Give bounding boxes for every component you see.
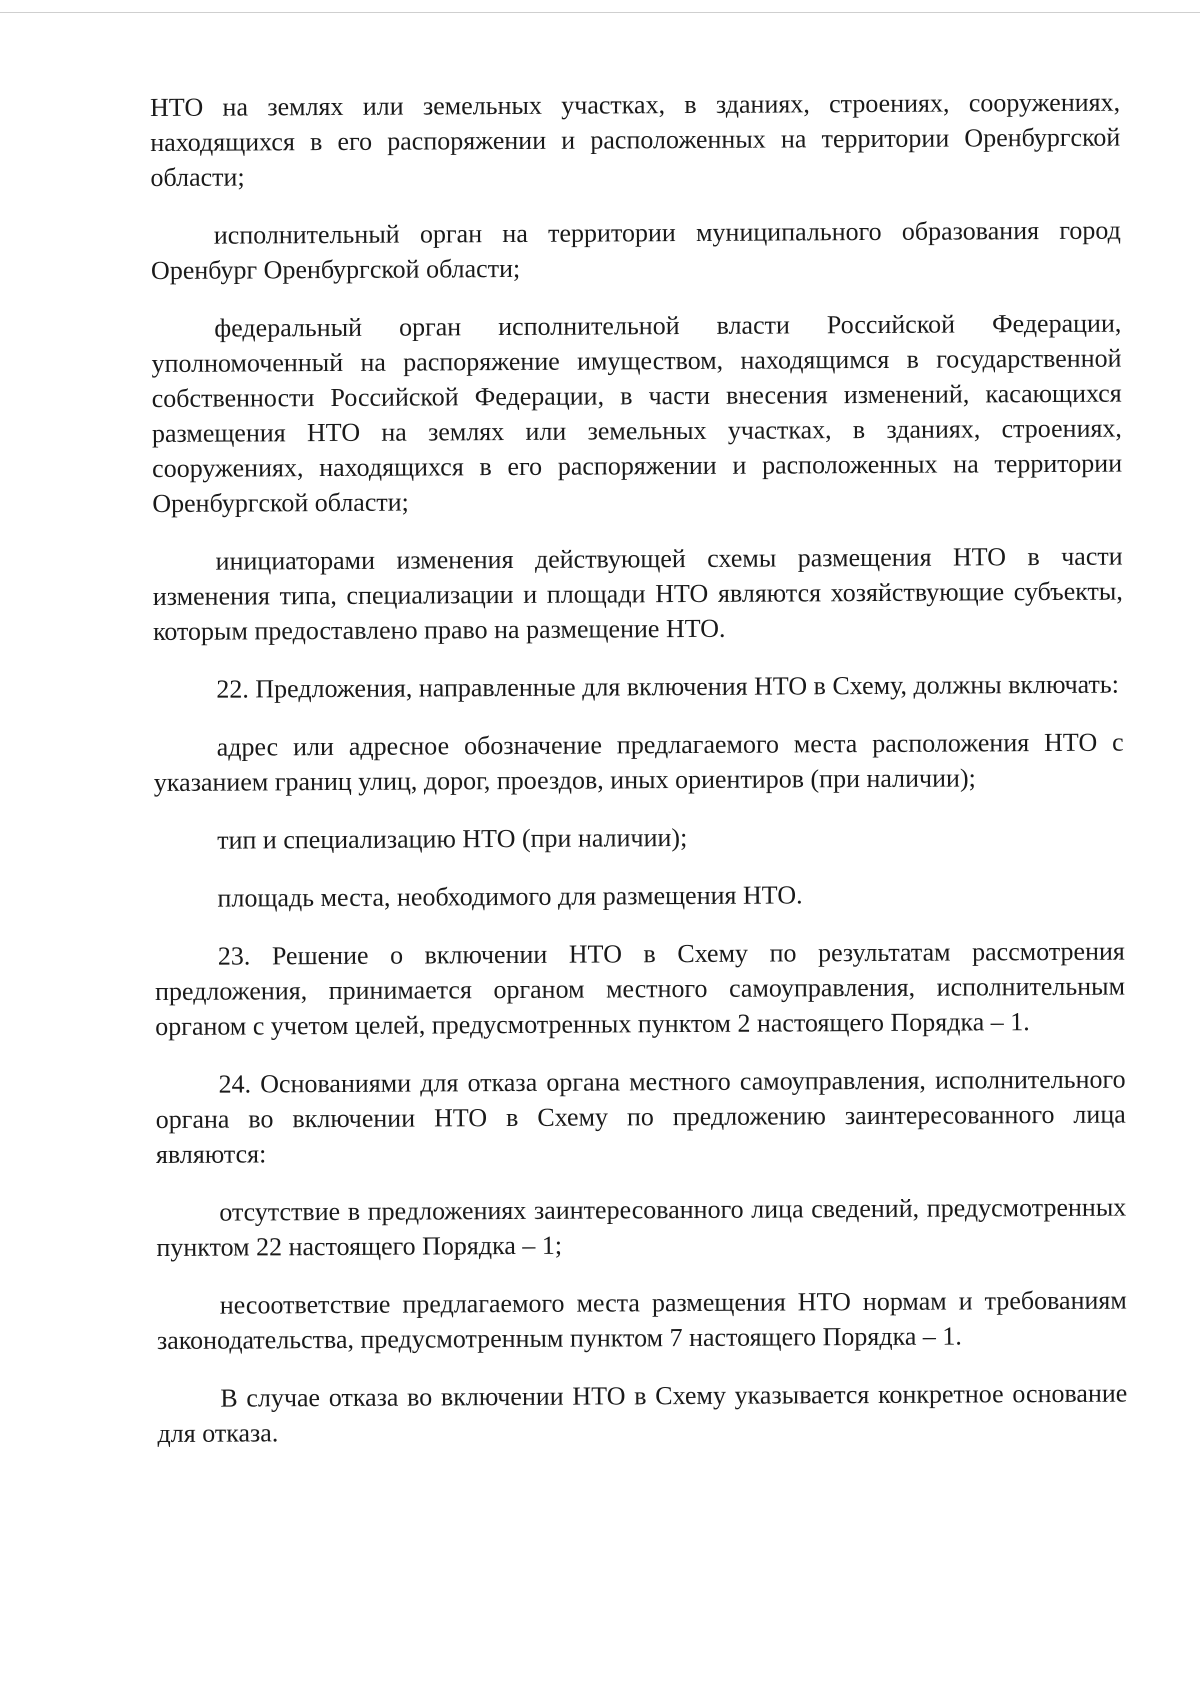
paragraph-refusal-reason: В случае отказа во включении НТО в Схему указывается конкретное основание для отказа.: [157, 1378, 1128, 1448]
paragraph-item-23: 23. Решение о включении НТО в Схему по результатам рассмотрения предложения, принимается органом местного самоуправления, исполнительным органом с учетом целей, предусмотренных пунктом 2 настоящего Порядка – 1.: [154, 936, 1126, 1041]
document-body: [150, 85, 1128, 1474]
paragraph-missing-info: отсутствие в предложениях заинтересованного лица сведений, предусмотренных пунктом 22 настоящего Порядка – 1;: [156, 1192, 1127, 1262]
paragraph-federal-body: федеральный орган исполнительной власти Российской Федерации, уполномоченный на распоряжение имуществом, находящимся в государственной собственности Российской Федерации, в части внесения изменений, касающихся размещения НТО на землях или земельных участках, в зданиях, строениях, сооружениях, находящихся в его распоряжении и расположенных на территории Оренбургской области;: [151, 308, 1123, 518]
paragraph-initiators: инициаторами изменения действующей схемы размещения НТО в части изменения типа, специализации и площади НТО являются хозяйствующие субъекты, которым предоставлено право на размещение НТО.: [152, 541, 1123, 646]
scan-edge-line: [0, 12, 1200, 13]
paragraph-address: адрес или адресное обозначение предлагаемого места расположения НТО с указанием границ улиц, дорог, проездов, иных ориентиров (при наличии);: [153, 727, 1124, 797]
paragraph-continuation: НТО на землях или земельных участках, в зданиях, строениях, сооружениях, находящихся в его распоряжении и расположенных на территории Оренбургской области;: [150, 87, 1121, 192]
paragraph-type: тип и специализацию НТО (при наличии);: [217, 823, 688, 855]
paragraph-noncompliance: несоответствие предлагаемого места размещения НТО нормам и требованиям законодательства, предусмотренным пунктом 7 настоящего Порядка – 1.: [156, 1285, 1127, 1355]
paragraph-area: площадь места, необходимого для размещения НТО.: [217, 880, 803, 913]
paragraph-item-22: 22. Предложения, направленные для включения НТО в Схему, должны включать:: [216, 669, 1119, 704]
paragraph-item-24: 24. Основаниями для отказа органа местного самоуправления, исполнительного органа во включении НТО в Схему по предложению заинтересованного лица являются:: [155, 1064, 1126, 1169]
paragraph-executive-body: исполнительный орган на территории муниципального образования город Оренбург Оренбургской области;: [150, 215, 1121, 285]
